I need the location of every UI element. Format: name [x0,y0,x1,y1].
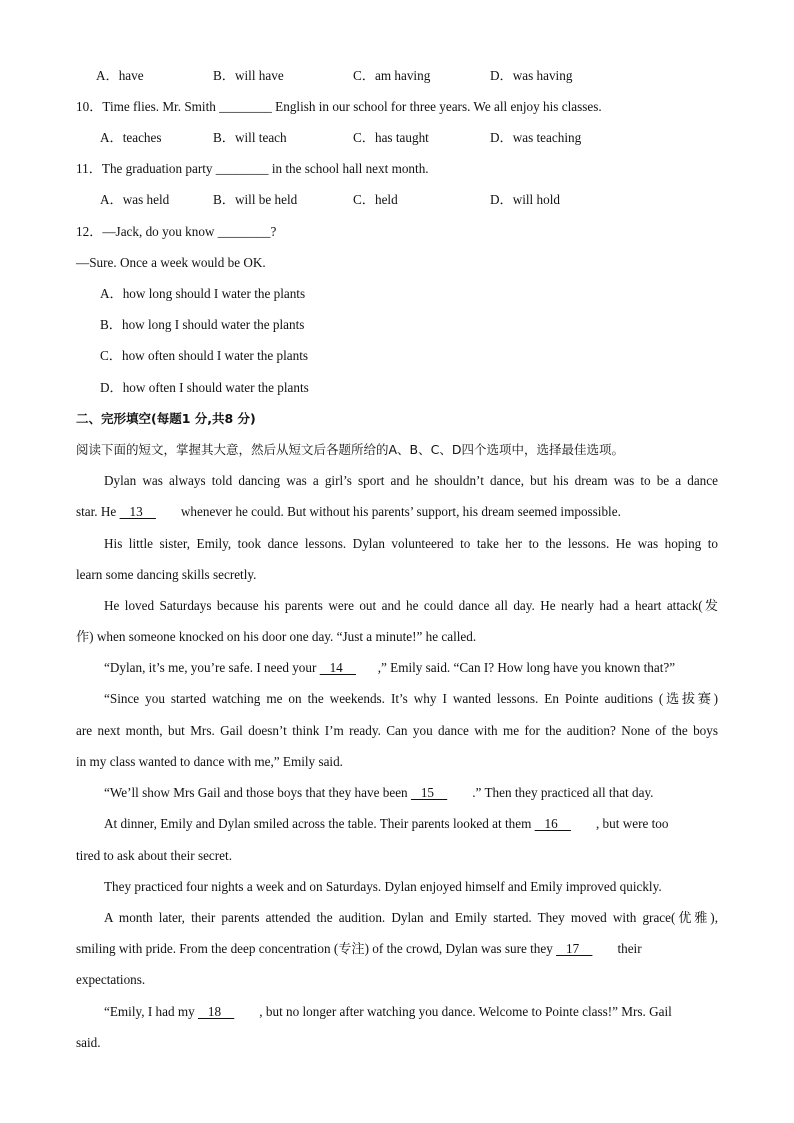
passage-p5-line2: are next month, but Mrs. Gail doesn’t think I’m ready. Can you dance with me for the audition? None of the boys [76,723,718,738]
q10-option-d: D．was teaching [490,130,582,145]
q12-reply: —Sure. Once a week would be OK. [76,255,266,270]
q10-option-c: C．has taught [353,130,429,145]
blank-14[interactable]: 14 [319,660,356,675]
blank-13[interactable]: 13 [119,504,156,519]
passage-p8: They practiced four nights a week and on Saturdays. Dylan enjoyed himself and Emily improved quickly. [104,879,662,894]
q12-stem: 12．—Jack, do you know ________? [76,224,277,239]
q12-option-c: C．how often should I water the plants [100,348,309,363]
q9-option-d: D．was having [490,68,573,83]
section-title: 二、完形填空(每题1 分,共8 分) [76,411,256,426]
passage-p3-line1: He loved Saturdays because his parents were out and he could dance all day. He nearly had a heart attack(发 [104,598,718,613]
q11-option-d: D．will hold [490,192,560,207]
blank-18[interactable]: 18 [198,1004,235,1019]
passage-p2-line1: His little sister, Emily, took dance lessons. Dylan volunteered to take her to the lessons. He was hoping to [104,536,718,551]
blank-17[interactable]: 17 [556,941,593,956]
blank-16[interactable]: 16 [534,816,571,831]
q12-option-d: D．how often I should water the plants [100,380,309,395]
q10-option-a: A．teaches [100,130,162,145]
q11-stem: 11．The graduation party ________ in the school hall next month. [76,161,429,176]
q9-option-a: A．have [96,68,144,83]
q12-option-a: A．how long should I water the plants [100,286,306,301]
q10-option-b: B．will teach [213,130,287,145]
passage-p1-line1: Dylan was always told dancing was a girl’s sport and he shouldn’t dance, but his dream was to be a dance [104,473,718,488]
passage-p9-line1: A month later, their parents attended the audition. Dylan and Emily started. They moved with grace(优雅), [104,910,718,925]
passage-p7-line2: tired to ask about their secret. [76,848,232,863]
passage-p3-line2: 作) when someone knocked on his door one day. “Just a minute!” he called. [76,629,477,644]
q12-option-b: B．how long I should water the plants [100,317,305,332]
passage-p10-line1: “Emily, I had my 18 , but no longer after watching you dance. Welcome to Pointe class!” Mrs. Gail [104,1004,672,1019]
passage-p4: “Dylan, it’s me, you’re safe. I need your 14 ,” Emily said. “Can I? How long have you known that?” [104,660,676,675]
q10-stem: 10．Time flies. Mr. Smith ________ English in our school for three years. We all enjoy his classes. [76,99,602,114]
q11-option-b: B．will be held [213,192,298,207]
passage-p1-line2: star. He 13 whenever he could. But without his parents’ support, his dream seemed impossible. [76,504,621,519]
passage-p7-line1: At dinner, Emily and Dylan smiled across the table. Their parents looked at them 16 , but were too [104,816,669,831]
q11-option-c: C．held [353,192,398,207]
q9-option-b: B．will have [213,68,284,83]
q9-option-c: C．am having [353,68,431,83]
passage-p2-line2: learn some dancing skills secretly. [76,567,257,582]
passage-p10-line2: said. [76,1035,101,1050]
q11-option-a: A．was held [100,192,170,207]
passage-p5-line3: in my class wanted to dance with me,” Emily said. [76,754,343,769]
passage-p5-line1: “Since you started watching me on the weekends. It’s why I wanted lessons. En Pointe auditions (选拔赛) [104,691,718,706]
blank-15[interactable]: 15 [410,785,448,800]
passage-p6: “We’ll show Mrs Gail and those boys that they have been 15 .” Then they practiced all that day. [104,785,654,800]
section-instruction: 阅读下面的短文，掌握其大意，然后从短文后各题所给的A、B、C、D四个选项中，选择最佳选项。 [76,442,624,457]
passage-p9-line3: expectations. [76,972,146,987]
passage-p9-line2: smiling with pride. From the deep concentration (专注) of the crowd, Dylan was sure they 17 their [76,941,642,956]
